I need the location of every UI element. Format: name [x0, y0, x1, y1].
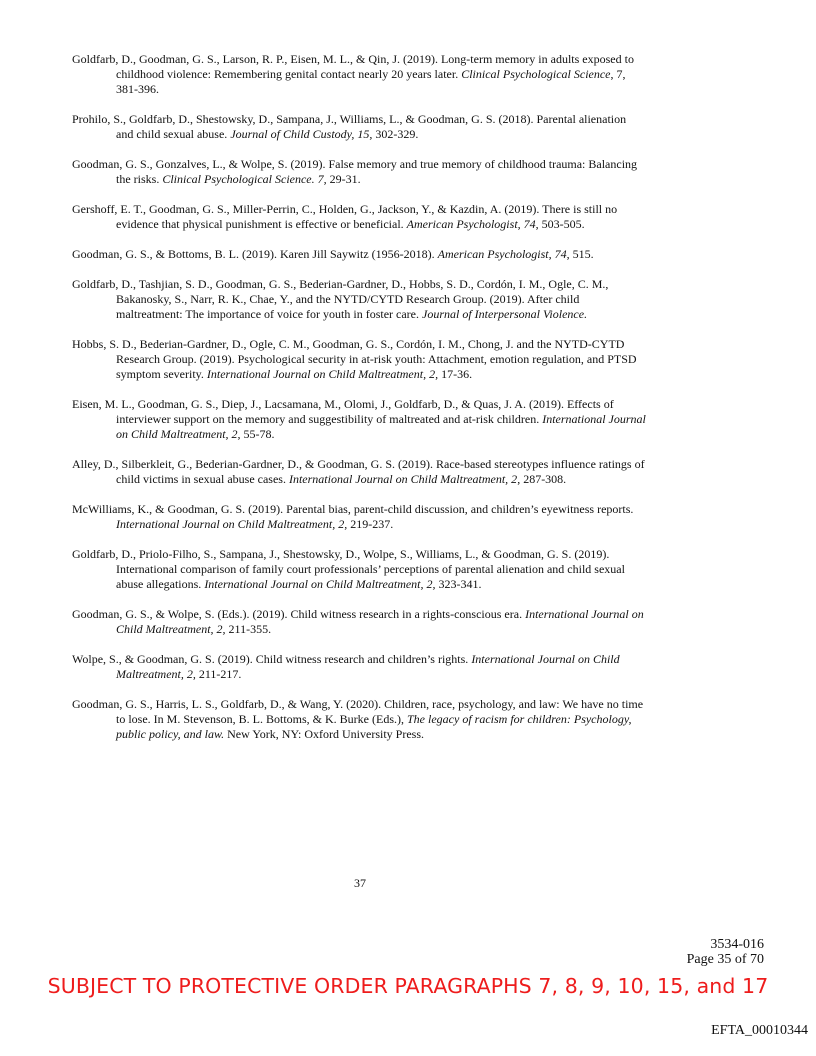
efta-id: EFTA_00010344: [711, 1023, 808, 1038]
reference-item: Goodman, G. S., & Bottoms, B. L. (2019). Karen Jill Saywitz (1956-2018). American Psychologist, 74, 515.: [72, 246, 594, 261]
reference-item: Prohilo, S., Goldfarb, D., Shestowsky, D., Sampana, J., Williams, L., & Goodman, G. S. (2018). Parental alienation and child sexual abuse. Journal of Child Custody, 15, 302-329.: [72, 112, 627, 142]
reference-item: Eisen, M. L., Goodman, G. S., Diep, J., Lacsamana, M., Olomi, J., Goldfarb, D., & Quas, J. A. (2019). Effects of interviewer support on the memory and suggestibility of maltreated and at-risk children. International Journal on Child Maltreatment, 2, 55-78.: [72, 396, 646, 442]
bates-code: 3534-016: [710, 937, 764, 952]
reference-item: Goldfarb, D., Goodman, G. S., Larson, R. P., Eisen, M. L., & Qin, J. (2019). Long-term memory in adults exposed to childhood violence: Remembering genital contact nearly 20 years later. Clinical Psychological Science, 7, 381-396.: [72, 52, 634, 97]
reference-item: Gershoff, E. T., Goodman, G. S., Miller-Perrin, C., Holden, G., Jackson, Y., & Kazdin, A. (2019). There is still no evidence that physical punishment is effective or beneficial. American Psychologist, 74, 503-505.: [72, 201, 618, 232]
protective-order-banner: SUBJECT TO PROTECTIVE ORDER PARAGRAPHS 7, 8, 9, 10, 15, and 17: [47, 974, 769, 998]
bates-stamp: [687, 937, 764, 967]
reference-list: [72, 52, 646, 757]
reference-item: McWilliams, K., & Goodman, G. S. (2019). Parental bias, parent-child discussion, and children’s eyewitness reports. International Journal on Child Maltreatment, 2, 219-237.: [72, 501, 634, 531]
reference-item: Goodman, G. S., & Wolpe, S. (Eds.). (2019). Child witness research in a rights-conscious era. International Journal on Child Maltreatment, 2, 211-355.: [72, 606, 644, 636]
page-number: 37: [354, 876, 366, 890]
reference-item: Alley, D., Silberkleit, G., Bederian-Gardner, D., & Goodman, G. S. (2019). Race-based stereotypes influence ratings of child victims in sexual abuse cases. International Journal on Child Maltreatment, 2, 287-308.: [72, 456, 645, 487]
reference-item: Goodman, G. S., Gonzalves, L., & Wolpe, S. (2019). False memory and true memory of childhood trauma: Balancing the risks. Clinical Psychological Science. 7, 29-31.: [72, 157, 638, 187]
reference-item: Goldfarb, D., Priolo-Filho, S., Sampana, J., Shestowsky, D., Wolpe, S., Williams, L., & Goodman, G. S. (2019). International comparison of family court professionals’ perceptions of parental alienation and child sexual abuse allegations. International Journal on Child Maltreatment, 2, 323-341.: [72, 546, 625, 592]
reference-item: Goodman, G. S., Harris, L. S., Goldfarb, D., & Wang, Y. (2020). Children, race, psychology, and law: We have no time to lose. In M. Stevenson, B. L. Bottoms, & K. Burke (Eds.), The legacy of racism for children: Psychology, public policy, and law. New York, NY: Oxford University Press.: [72, 696, 644, 741]
reference-item: Wolpe, S., & Goodman, G. S. (2019). Child witness research and children’s rights. International Journal on Child Maltreatment, 2, 211-217.: [72, 651, 620, 681]
reference-item: Goldfarb, D., Tashjian, S. D., Goodman, G. S., Bederian-Gardner, D., Hobbs, S. D., Cordón, I. M., Ogle, C. M., Bakanosky, S., Narr, R. K., Chae, Y., and the NYTD/CYTD Research Group. (2019). After child maltreatment: The importance of voice for youth in foster care. Journal of Interpersonal Violence.: [72, 276, 609, 321]
bates-page: Page 35 of 70: [686, 952, 764, 967]
reference-item: Hobbs, S. D., Bederian-Gardner, D., Ogle, C. M., Goodman, G. S., Cordón, I. M., Chong, J. and the NYTD-CYTD Research Group. (2019). Psychological security in at-risk youth: Attachment, emotion regulation, and PTSD symptom severity. International Journal on Child Maltreatment, 2, 17-36.: [72, 336, 637, 382]
